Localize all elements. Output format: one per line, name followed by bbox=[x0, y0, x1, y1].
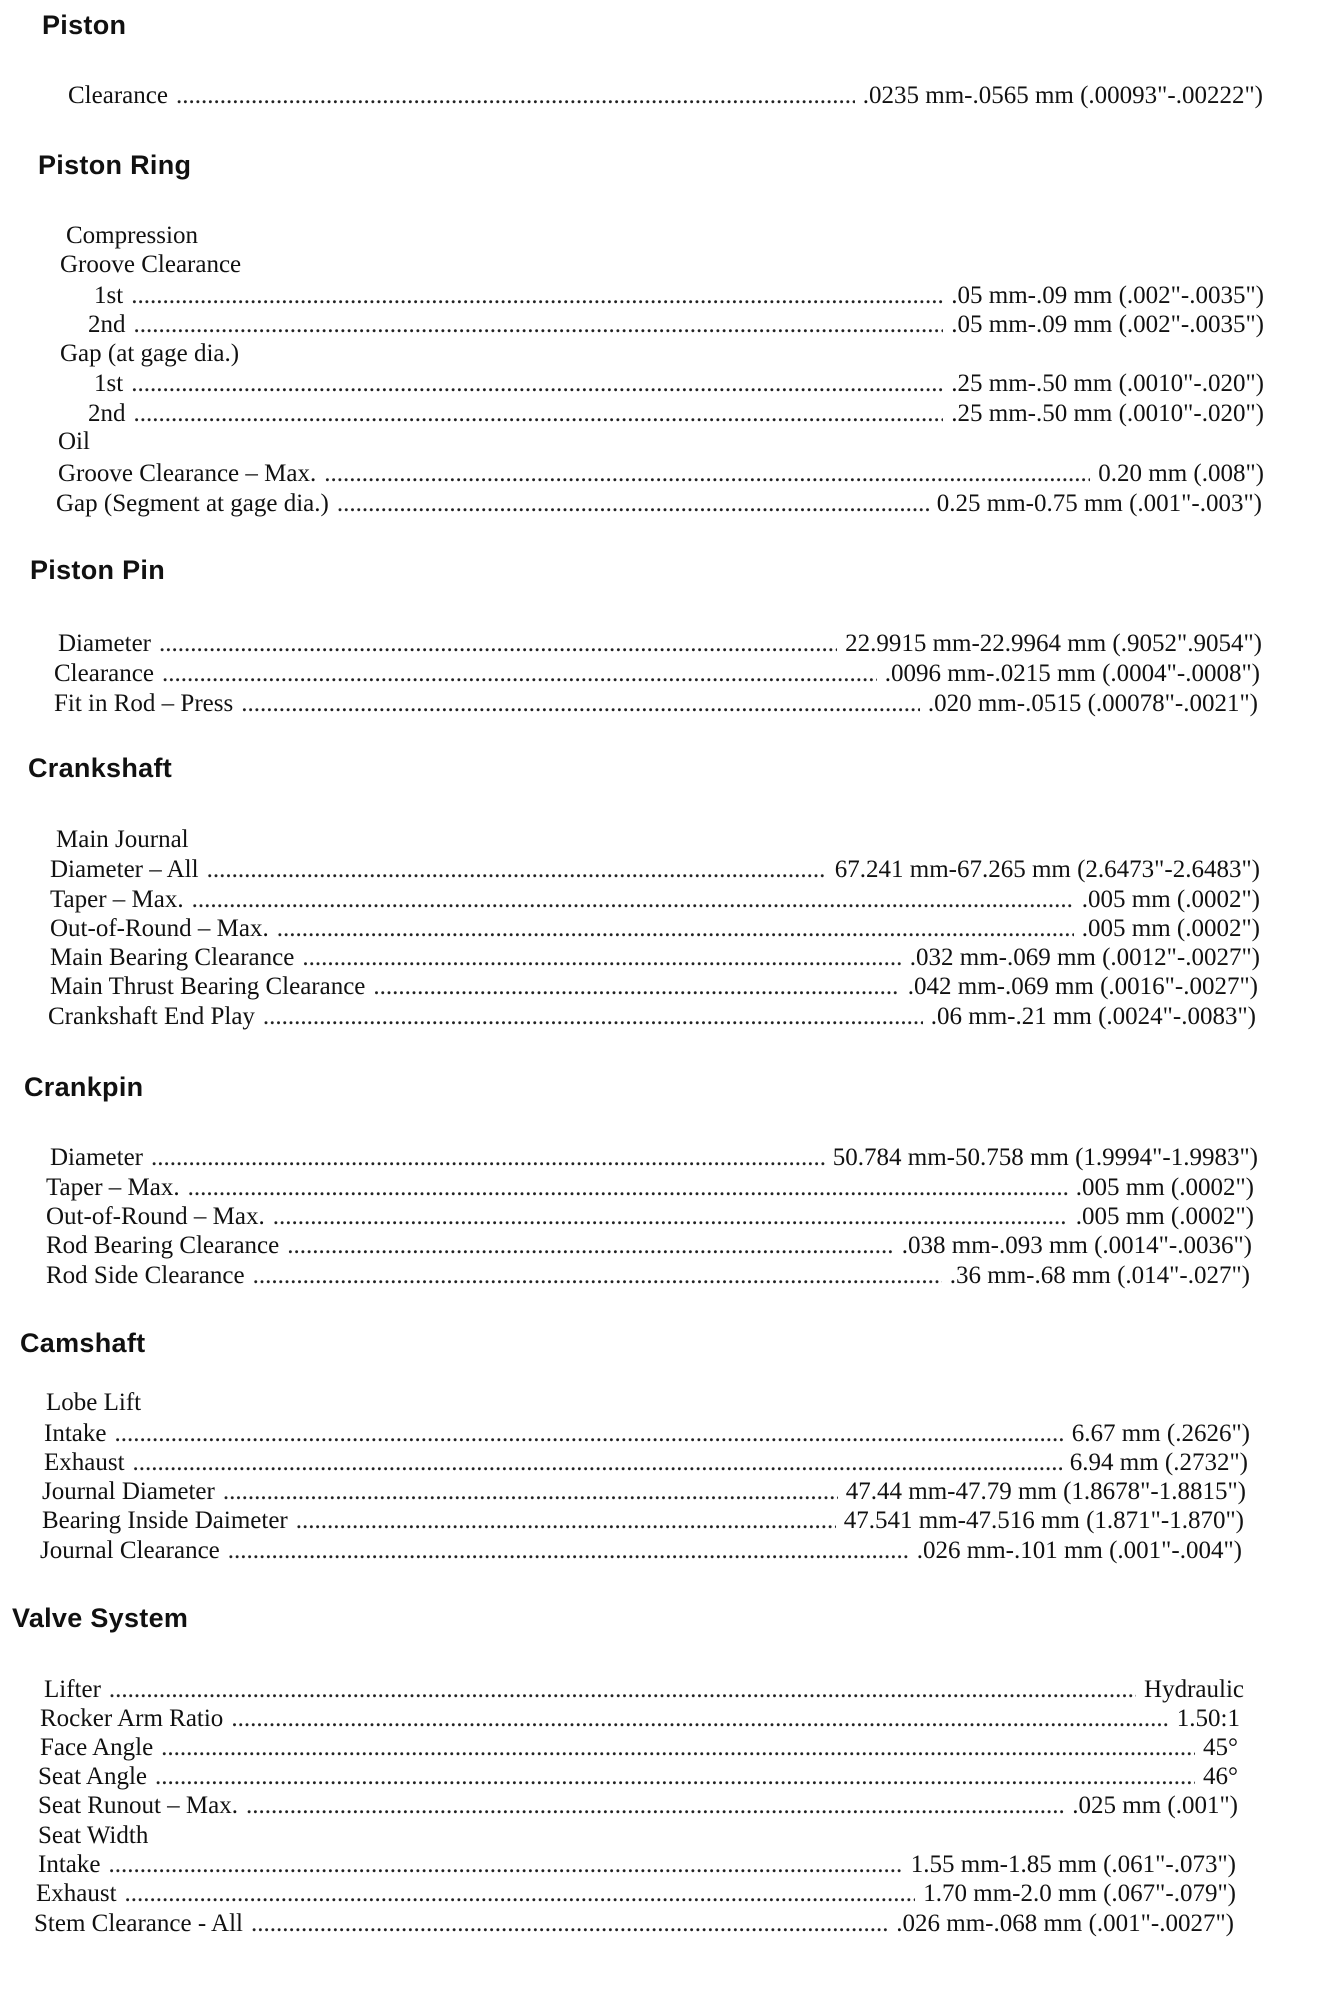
spec-row-crank-diameter bbox=[50, 856, 1260, 885]
section-title-piston: Piston bbox=[42, 10, 127, 40]
spec-value: 1.50:1 bbox=[1176, 1705, 1240, 1732]
dot-leader bbox=[324, 460, 1090, 488]
spec-label: Crankshaft End Play bbox=[48, 1003, 255, 1030]
spec-row-lifter bbox=[44, 1676, 1244, 1705]
spec-row-piston-clearance bbox=[68, 82, 1263, 111]
spec-label: Seat Angle bbox=[38, 1763, 148, 1790]
spec-label: Clearance bbox=[54, 660, 154, 687]
spec-row-groove-2nd bbox=[88, 311, 1264, 340]
spec-row-seat-runout bbox=[38, 1792, 1238, 1821]
dot-leader bbox=[223, 1478, 838, 1506]
spec-label: Lifter bbox=[44, 1676, 101, 1703]
spec-label: Bearing Inside Daimeter bbox=[42, 1507, 288, 1534]
spec-value: .25 mm-.50 mm (.0010"-.020") bbox=[951, 400, 1264, 427]
spec-value: .025 mm (.001") bbox=[1072, 1792, 1238, 1819]
spec-value: 67.241 mm-67.265 mm (2.6473"-2.6483") bbox=[834, 856, 1260, 883]
spec-label: Rod Bearing Clearance bbox=[46, 1232, 280, 1259]
spec-label: Taper – Max. bbox=[50, 886, 184, 913]
spec-row-cam-intake bbox=[44, 1420, 1250, 1449]
spec-row-journal-diameter bbox=[42, 1478, 1246, 1507]
spec-value: .36 mm-.68 mm (.014"-.027") bbox=[949, 1262, 1250, 1289]
spec-row-stem-clearance bbox=[34, 1910, 1234, 1939]
dot-leader bbox=[287, 1232, 894, 1260]
spec-label: Stem Clearance - All bbox=[34, 1910, 243, 1937]
dot-leader bbox=[131, 370, 943, 398]
dot-leader bbox=[131, 282, 943, 310]
spec-value: 47.541 mm-47.516 mm (1.871"-1.870") bbox=[843, 1507, 1244, 1534]
section-title-valve-system: Valve System bbox=[12, 1603, 189, 1633]
spec-value: .06 mm-.21 mm (.0024"-.0083") bbox=[930, 1003, 1256, 1030]
spec-row-face-angle bbox=[40, 1734, 1238, 1763]
spec-row-gap-1st bbox=[94, 370, 1264, 399]
dot-leader bbox=[133, 1449, 1062, 1477]
dot-leader bbox=[192, 886, 1074, 914]
spec-label: Clearance bbox=[68, 82, 168, 109]
dot-leader bbox=[277, 915, 1074, 943]
spec-label: 1st bbox=[94, 282, 124, 309]
spec-label: 1st bbox=[94, 370, 124, 397]
spec-label: Groove Clearance – Max. bbox=[58, 460, 317, 487]
spec-row-journal-clearance bbox=[40, 1537, 1242, 1566]
section-title-camshaft: Camshaft bbox=[20, 1328, 146, 1358]
spec-value: 0.25 mm-0.75 mm (.001"-.003") bbox=[936, 490, 1262, 517]
spec-value: .05 mm-.09 mm (.002"-.0035") bbox=[951, 282, 1264, 309]
spec-value: .25 mm-.50 mm (.0010"-.020") bbox=[951, 370, 1264, 397]
spec-label: Diameter bbox=[58, 630, 152, 657]
subheading-seat-width: Seat Width bbox=[38, 1822, 149, 1849]
dot-leader bbox=[251, 1910, 888, 1938]
spec-value: 0.20 mm (.008") bbox=[1098, 460, 1264, 487]
spec-label: Journal Diameter bbox=[42, 1478, 215, 1505]
spec-label: Out-of-Round – Max. bbox=[50, 915, 269, 942]
spec-value: 50.784 mm-50.758 mm (1.9994"-1.9983") bbox=[832, 1144, 1258, 1171]
spec-value: 1.70 mm-2.0 mm (.067"-.079") bbox=[923, 1880, 1236, 1907]
spec-value: .026 mm-.101 mm (.001"-.004") bbox=[916, 1537, 1242, 1564]
dot-leader bbox=[125, 1880, 916, 1908]
spec-label: Rocker Arm Ratio bbox=[40, 1705, 224, 1732]
spec-label: Main Thrust Bearing Clearance bbox=[50, 973, 366, 1000]
spec-label: Journal Clearance bbox=[40, 1537, 220, 1564]
dot-leader bbox=[108, 1851, 902, 1879]
spec-row-pin-clearance bbox=[54, 660, 1260, 689]
dot-leader bbox=[176, 82, 855, 110]
spec-row-oil-gap bbox=[56, 490, 1262, 519]
spec-value: .032 mm-.069 mm (.0012"-.0027") bbox=[909, 944, 1260, 971]
section-title-crankshaft: Crankshaft bbox=[28, 753, 173, 783]
spec-value: .038 mm-.093 mm (.0014"-.0036") bbox=[901, 1232, 1252, 1259]
dot-leader bbox=[134, 400, 944, 428]
spec-row-crank-taper bbox=[50, 886, 1260, 915]
spec-value: 46° bbox=[1203, 1763, 1238, 1790]
dot-leader bbox=[241, 690, 920, 718]
section-title-piston-pin: Piston Pin bbox=[30, 555, 166, 585]
spec-row-rod-side bbox=[46, 1262, 1250, 1291]
spec-label: Main Bearing Clearance bbox=[50, 944, 295, 971]
spec-label: Seat Runout – Max. bbox=[38, 1792, 238, 1819]
spec-label: Intake bbox=[44, 1420, 107, 1447]
dot-leader bbox=[159, 630, 837, 658]
spec-row-end-play bbox=[48, 1003, 1256, 1032]
spec-label: Intake bbox=[38, 1851, 101, 1878]
spec-row-crank-out-of-round bbox=[50, 915, 1260, 944]
spec-value: .005 mm (.0002") bbox=[1081, 886, 1260, 913]
dot-leader bbox=[228, 1537, 909, 1565]
spec-row-rocker-ratio bbox=[40, 1705, 1240, 1734]
dot-leader bbox=[188, 1174, 1068, 1202]
spec-value: .020 mm-.0515 (.00078"-.0021") bbox=[927, 690, 1258, 717]
spec-value: .05 mm-.09 mm (.002"-.0035") bbox=[951, 311, 1264, 338]
dot-leader bbox=[231, 1705, 1168, 1733]
section-title-piston-ring: Piston Ring bbox=[38, 150, 192, 180]
spec-label: Exhaust bbox=[36, 1880, 117, 1907]
dot-leader bbox=[273, 1203, 1068, 1231]
dot-leader bbox=[302, 944, 901, 972]
spec-row-rod-bearing bbox=[46, 1232, 1252, 1261]
subheading-oil: Oil bbox=[58, 428, 90, 455]
spec-value: .042 mm-.069 mm (.0016"-.0027") bbox=[907, 973, 1258, 1000]
spec-row-groove-1st bbox=[94, 282, 1264, 311]
spec-value: 45° bbox=[1203, 1734, 1238, 1761]
subheading-gap: Gap (at gage dia.) bbox=[60, 340, 240, 367]
spec-label: Diameter – All bbox=[50, 856, 199, 883]
spec-row-gap-2nd bbox=[88, 400, 1264, 429]
dot-leader bbox=[114, 1420, 1063, 1448]
dot-leader bbox=[161, 1734, 1195, 1762]
spec-row-main-thrust bbox=[50, 973, 1258, 1002]
spec-label: 2nd bbox=[88, 400, 126, 427]
spec-value: 1.55 mm-1.85 mm (.061"-.073") bbox=[910, 1851, 1236, 1878]
spec-row-cam-exhaust bbox=[44, 1449, 1248, 1478]
dot-leader bbox=[337, 490, 929, 518]
dot-leader bbox=[162, 660, 877, 688]
spec-value: 22.9915 mm-22.9964 mm (.9052".9054") bbox=[845, 630, 1262, 657]
subheading-main-journal: Main Journal bbox=[56, 826, 189, 853]
dot-leader bbox=[207, 856, 827, 884]
spec-label: Rod Side Clearance bbox=[46, 1262, 245, 1289]
subheading-groove-clearance: Groove Clearance bbox=[60, 251, 242, 278]
dot-leader bbox=[263, 1003, 923, 1031]
spec-row-crankpin-diameter bbox=[50, 1144, 1258, 1173]
spec-value: 6.67 mm (.2626") bbox=[1071, 1420, 1250, 1447]
spec-row-oil-groove bbox=[58, 460, 1264, 489]
spec-value: .005 mm (.0002") bbox=[1081, 915, 1260, 942]
spec-value: .0096 mm-.0215 mm (.0004"-.0008") bbox=[884, 660, 1260, 687]
spec-value: .0235 mm-.0565 mm (.00093"-.00222") bbox=[862, 82, 1263, 109]
spec-row-crankpin-out-of-round bbox=[46, 1203, 1254, 1232]
spec-label: Exhaust bbox=[44, 1449, 125, 1476]
spec-row-main-bearing bbox=[50, 944, 1260, 973]
spec-label: Out-of-Round – Max. bbox=[46, 1203, 265, 1230]
dot-leader bbox=[246, 1792, 1064, 1820]
spec-row-pin-fit bbox=[54, 690, 1258, 719]
spec-label: Fit in Rod – Press bbox=[54, 690, 234, 717]
spec-row-crankpin-taper bbox=[46, 1174, 1254, 1203]
spec-row-pin-diameter bbox=[58, 630, 1262, 659]
spec-value: .005 mm (.0002") bbox=[1075, 1203, 1254, 1230]
dot-leader bbox=[253, 1262, 942, 1290]
spec-row-bearing-inside bbox=[42, 1507, 1244, 1536]
spec-value: 6.94 mm (.2732") bbox=[1069, 1449, 1248, 1476]
spec-label: Diameter bbox=[50, 1144, 144, 1171]
spec-value: .026 mm-.068 mm (.001"-.0027") bbox=[896, 1910, 1234, 1937]
spec-label: Taper – Max. bbox=[46, 1174, 180, 1201]
spec-row-seat-exhaust bbox=[36, 1880, 1236, 1909]
dot-leader bbox=[151, 1144, 825, 1172]
dot-leader bbox=[134, 311, 944, 339]
subheading-lobe-lift: Lobe Lift bbox=[46, 1389, 142, 1416]
dot-leader bbox=[155, 1763, 1195, 1791]
dot-leader bbox=[296, 1507, 836, 1535]
spec-value: Hydraulic bbox=[1144, 1676, 1244, 1703]
spec-label: Face Angle bbox=[40, 1734, 154, 1761]
spec-row-seat-intake bbox=[38, 1851, 1236, 1880]
spec-label: 2nd bbox=[88, 311, 126, 338]
spec-label: Gap (Segment at gage dia.) bbox=[56, 490, 329, 517]
section-title-crankpin: Crankpin bbox=[24, 1072, 144, 1102]
spec-value: .005 mm (.0002") bbox=[1075, 1174, 1254, 1201]
subheading-compression: Compression bbox=[66, 222, 198, 249]
spec-row-seat-angle bbox=[38, 1763, 1238, 1792]
dot-leader bbox=[373, 973, 899, 1001]
spec-value: 47.44 mm-47.79 mm (1.8678"-1.8815") bbox=[845, 1478, 1246, 1505]
dot-leader bbox=[109, 1676, 1136, 1704]
